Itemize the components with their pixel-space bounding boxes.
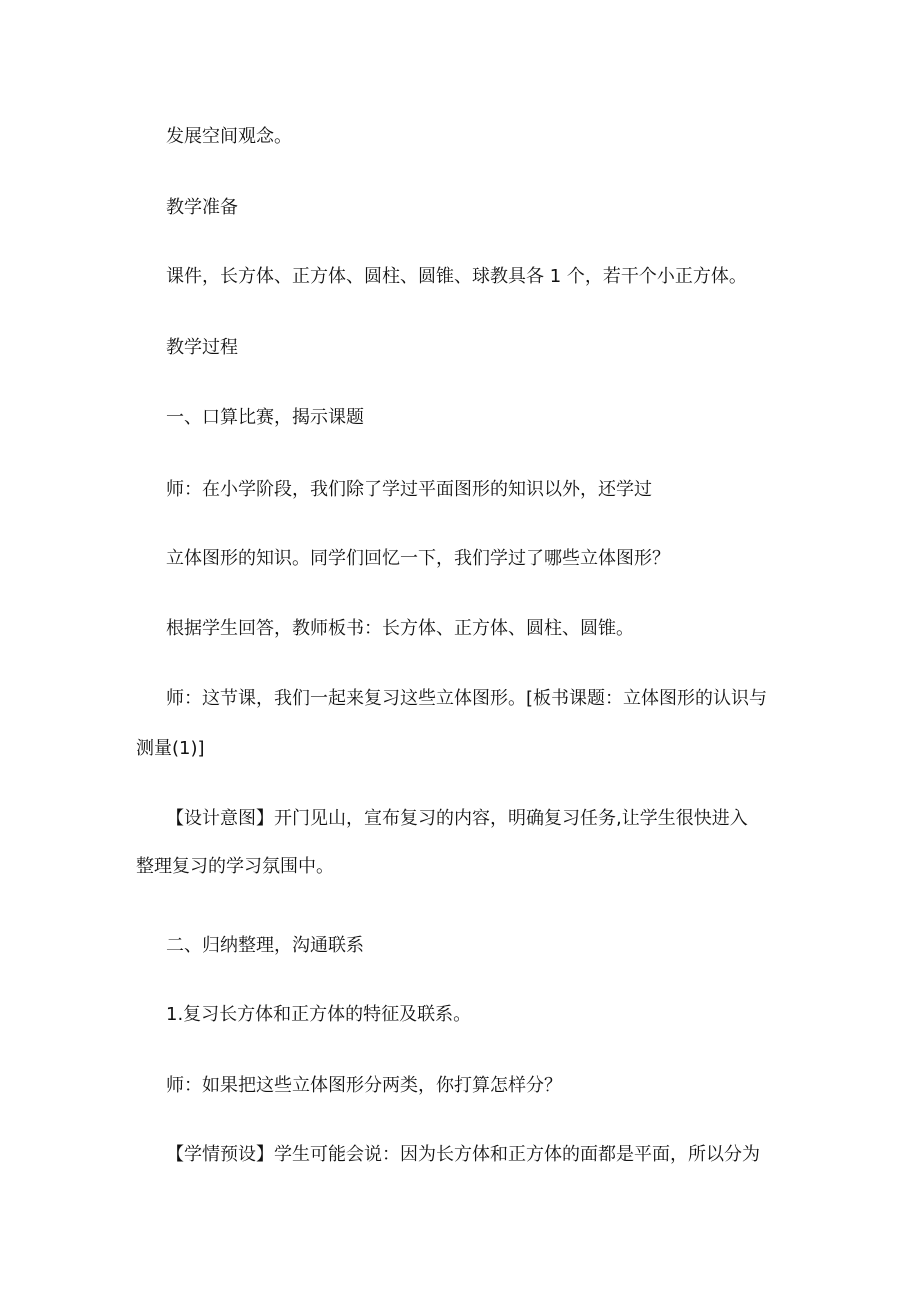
text-line: 师：这节课，我们一起来复习这些立体图形。[板书课题：立体图形的认识与 (166, 688, 768, 709)
section-heading: 一、口算比赛，揭示课题 (166, 407, 364, 428)
section-heading: 教学过程 (166, 337, 238, 358)
text-line: 课件，长方体、正方体、圆柱、圆锥、球教具各 1 个，若干个小正方体。 (166, 266, 747, 287)
text-line: 立体图形的知识。同学们回忆一下，我们学过了哪些立体图形？ (166, 548, 670, 569)
text-line: 测量(1)] (136, 738, 205, 759)
section-heading: 教学准备 (166, 197, 238, 218)
text-line: 1.复习长方体和正方体的特征及联系。 (166, 1004, 472, 1025)
section-heading: 二、归纳整理，沟通联系 (166, 935, 364, 956)
text-line: 发展空间观念。 (166, 126, 292, 147)
text-line: 根据学生回答，教师板书：长方体、正方体、圆柱、圆锥。 (166, 618, 634, 639)
text-line: 整理复习的学习氛围中。 (136, 856, 334, 877)
text-line: 师：在小学阶段，我们除了学过平面图形的知识以外，还学过 (166, 479, 652, 500)
text-line: 师：如果把这些立体图形分两类，你打算怎样分？ (166, 1075, 562, 1096)
learning-preview-line: 【学情预设】学生可能会说：因为长方体和正方体的面都是平面，所以分为 (166, 1144, 760, 1165)
design-intent-line: 【设计意图】开门见山，宣布复习的内容，明确复习任务,让学生很快进入 (166, 808, 748, 829)
